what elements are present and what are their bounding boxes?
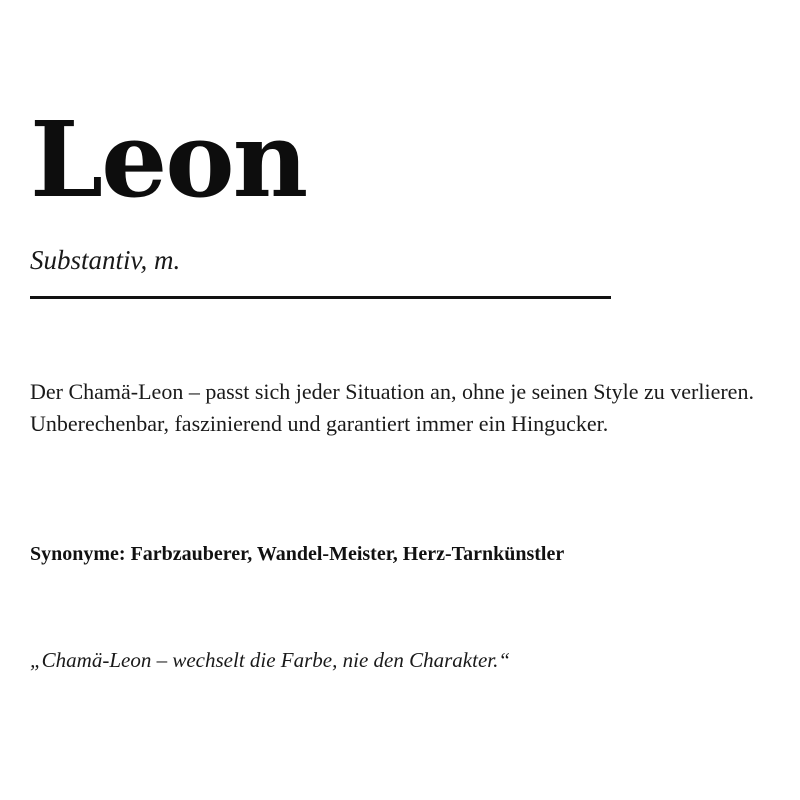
part-of-speech: Substantiv, m. — [30, 245, 181, 275]
divider-rule — [30, 296, 611, 299]
definition-text: Der Chamä-Leon – passt sich jeder Situation an, ohne je seinen Style zu verlieren. Unberechenbar, faszinierend und garantiert immer ein Hingucker. — [30, 379, 754, 436]
quote-line: „Chamä-Leon – wechselt die Farbe, nie den Charakter.“ — [30, 648, 511, 672]
headword-title: Leon — [30, 98, 307, 221]
synonyms-line: Synonyme: Farbzauberer, Wandel-Meister, Herz-Tarnkünstler — [30, 543, 565, 565]
